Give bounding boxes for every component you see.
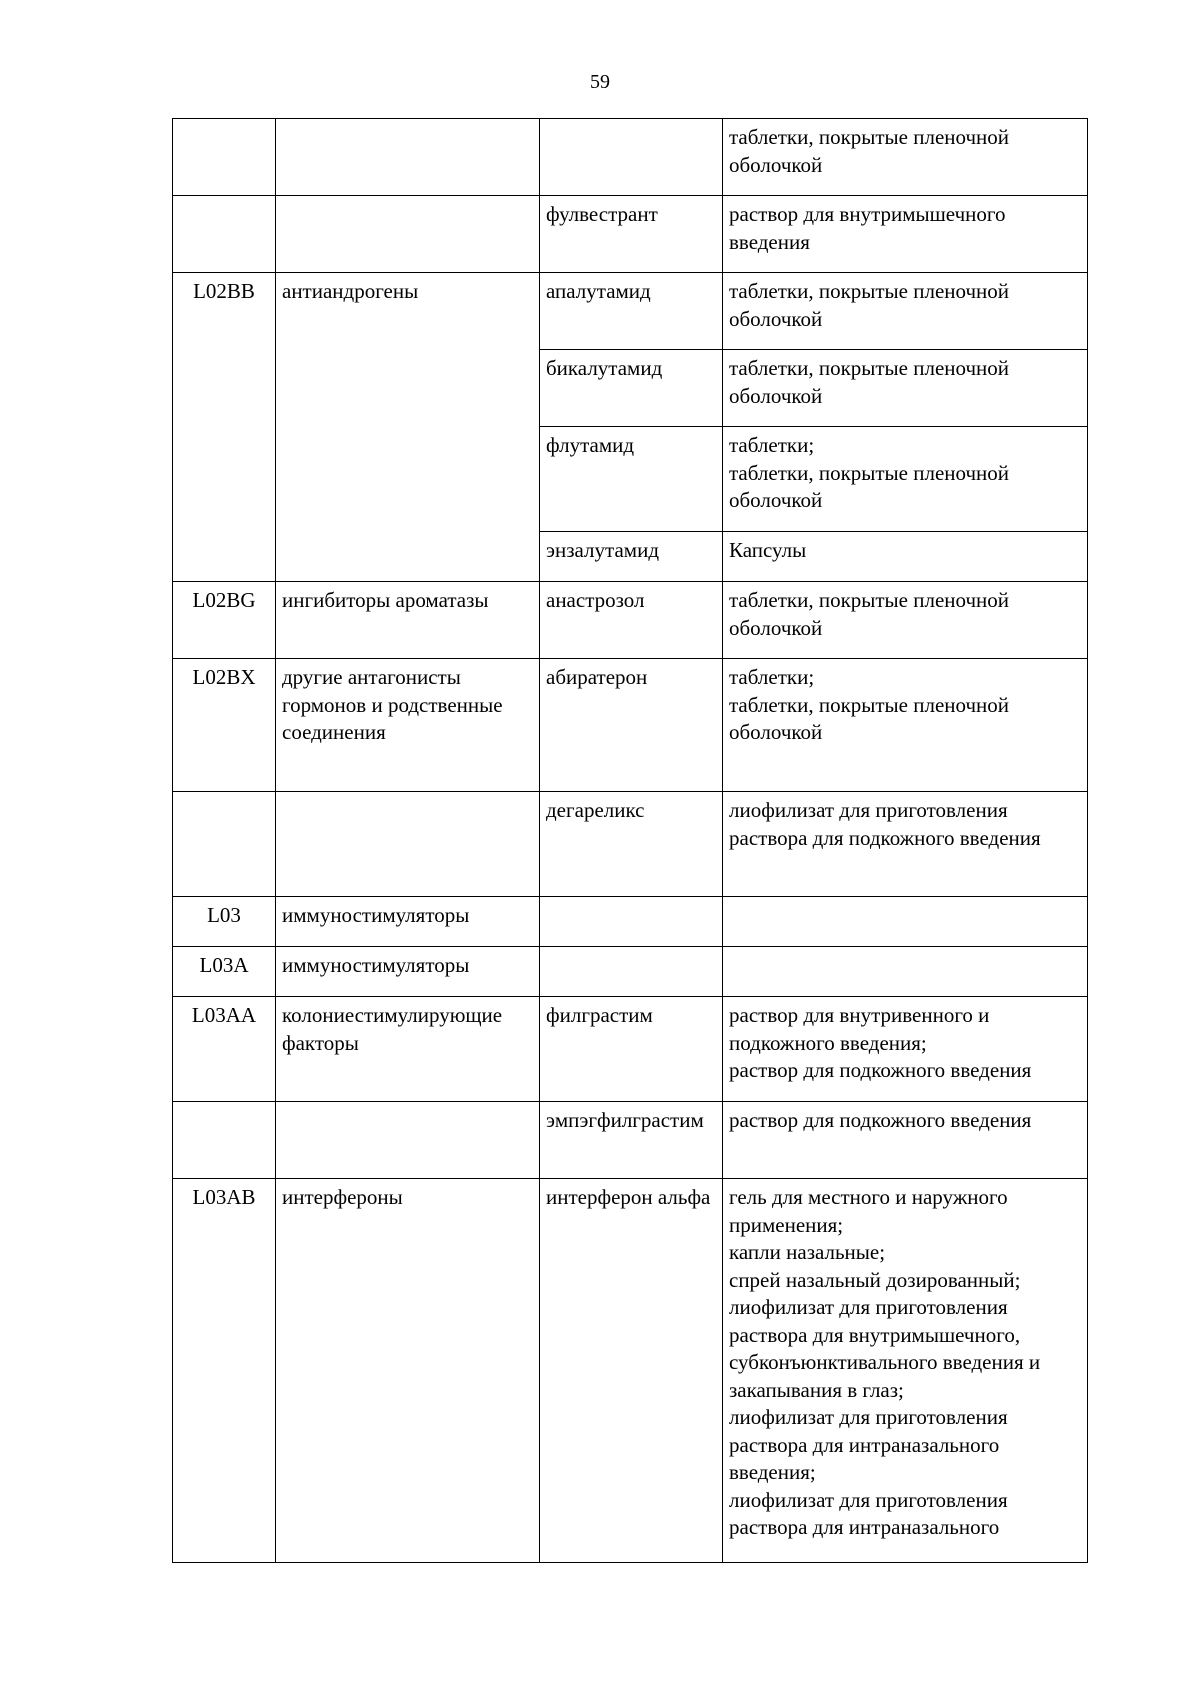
pharmacological-group-cell: колониестимулирующие факторы [276, 997, 540, 1102]
atc-code-cell [173, 792, 276, 897]
dosage-form-line: таблетки, покрытые пленочной оболочкой [729, 356, 1010, 408]
pharmacological-group-cell: иммуностимуляторы [276, 897, 540, 947]
atc-code-cell: L02BX [173, 659, 276, 792]
dosage-form-line: таблетки, покрытые пленочной оболочкой [729, 588, 1010, 640]
atc-code-cell: L03AA [173, 997, 276, 1102]
dosage-form-cell [723, 427, 1088, 532]
table-row [173, 792, 1088, 897]
dosage-form-line: таблетки, покрытые пленочной оболочкой [729, 460, 1010, 512]
table-row [173, 196, 1088, 273]
drug-name-cell: бикалутамид [540, 350, 723, 427]
atc-code-cell: L02BG [173, 582, 276, 659]
pharmacological-group-cell: интерфероны [276, 1179, 540, 1563]
drug-name-cell: абиратерон [540, 659, 723, 792]
drug-name-cell: апалутамид [540, 273, 723, 350]
table-row [173, 947, 1088, 997]
drug-name-cell: филграстим [540, 997, 723, 1102]
pharmacological-group-cell: другие антагонисты гормонов и родственные соединения [276, 659, 540, 792]
table-row [173, 582, 1088, 659]
dosage-form-line: раствор для подкожного введения [729, 1108, 1032, 1132]
dosage-form-cell [723, 196, 1088, 273]
dosage-form-cell [723, 947, 1088, 997]
table-row [173, 1179, 1088, 1563]
dosage-form-line: гель для местного и наружного применения; [729, 1185, 1008, 1237]
atc-code-cell [173, 119, 276, 196]
atc-code-cell [173, 1102, 276, 1179]
pharmacological-group-cell: ингибиторы ароматазы [276, 582, 540, 659]
table-row [173, 997, 1088, 1102]
table-row [173, 273, 1088, 350]
dosage-form-cell [723, 1179, 1088, 1563]
dosage-form-cell [723, 532, 1088, 582]
pharmacological-group-cell [276, 119, 540, 196]
atc-code-cell: L02BB [173, 273, 276, 582]
dosage-form-line: лиофилизат для приготовления раствора для интраназального [729, 1487, 1008, 1539]
dosage-form-cell [723, 119, 1088, 196]
dosage-form-line: лиофилизат для приготовления раствора для внутримышечного, субконъюнктивального введения и закапывания в глаз; [729, 1295, 1041, 1402]
dosage-form-line: спрей назальный дозированный; [729, 1267, 1021, 1292]
table-row [173, 119, 1088, 196]
dosage-form-line: таблетки, покрытые пленочной оболочкой [729, 692, 1010, 744]
table-row [173, 897, 1088, 947]
dosage-form-cell [723, 582, 1088, 659]
dosage-form-cell [723, 792, 1088, 897]
page-number: 59 [590, 71, 610, 93]
dosage-form-cell [723, 1102, 1088, 1179]
pharmacological-group-cell: антиандрогены [276, 273, 540, 582]
table-row [173, 659, 1088, 792]
dosage-form-line: капли назальные; [729, 1240, 886, 1264]
pharmacological-group-cell: иммуностимуляторы [276, 947, 540, 997]
atc-code-cell [173, 196, 276, 273]
dosage-form-line: таблетки; [729, 433, 815, 457]
drug-name-cell: фулвестрант [540, 196, 723, 273]
dosage-form-line: раствор для внутривенного и подкожного введения; [729, 1003, 990, 1055]
dosage-form-line: таблетки, покрытые пленочной оболочкой [729, 125, 1010, 177]
dosage-form-line: таблетки; [729, 665, 815, 689]
pharmacological-group-cell [276, 196, 540, 273]
drug-name-cell [540, 119, 723, 196]
dosage-form-line: таблетки, покрытые пленочной оболочкой [729, 279, 1010, 331]
drug-name-cell: дегареликс [540, 792, 723, 897]
drug-name-cell: анастрозол [540, 582, 723, 659]
drug-name-cell: эмпэгфилграстим [540, 1102, 723, 1179]
drug-name-cell: энзалутамид [540, 532, 723, 582]
dosage-form-line: Капсулы [729, 538, 807, 562]
dosage-form-cell [723, 350, 1088, 427]
atc-code-cell: L03 [173, 897, 276, 947]
dosage-form-line: лиофилизат для приготовления раствора для подкожного введения [729, 798, 1041, 850]
dosage-form-cell [723, 659, 1088, 792]
dosage-form-cell [723, 897, 1088, 947]
atc-code-cell: L03A [173, 947, 276, 997]
pharmacological-group-cell [276, 1102, 540, 1179]
drug-name-cell [540, 897, 723, 947]
atc-code-cell: L03AB [173, 1179, 276, 1563]
dosage-form-line: лиофилизат для приготовления раствора для интраназального введения; [729, 1405, 1008, 1484]
dosage-form-line: раствор для подкожного введения [729, 1058, 1032, 1082]
table-row [173, 1102, 1088, 1179]
drug-name-cell: флутамид [540, 427, 723, 532]
drug-name-cell [540, 947, 723, 997]
pharmacological-group-cell [276, 792, 540, 897]
dosage-form-line: раствор для внутримышечного введения [729, 202, 1006, 254]
dosage-form-cell [723, 273, 1088, 350]
drug-name-cell: интерферон альфа [540, 1179, 723, 1563]
dosage-form-cell [723, 997, 1088, 1102]
drug-table [172, 118, 1088, 1563]
